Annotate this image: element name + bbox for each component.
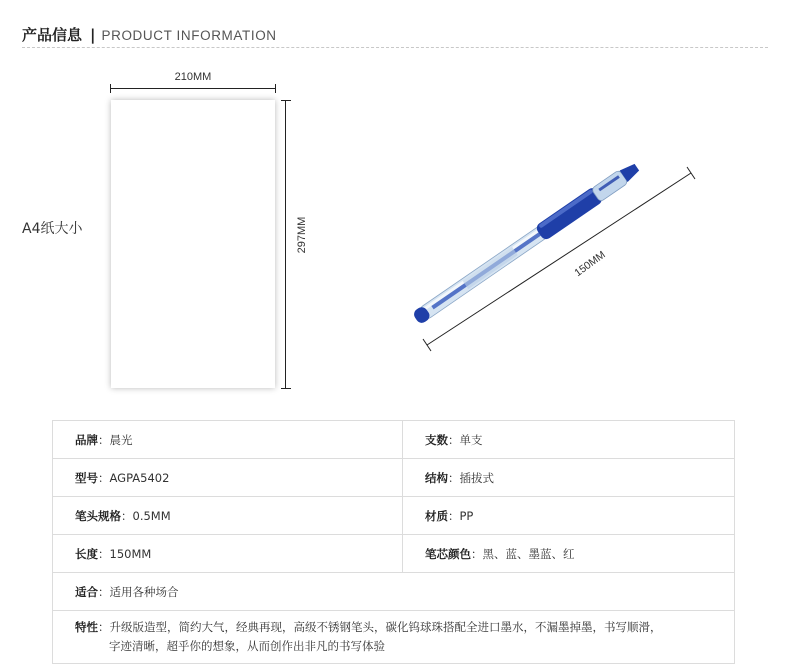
spec-value: ：150MM: [98, 546, 152, 561]
spec-cell: [403, 535, 735, 573]
spec-cell: [53, 421, 403, 459]
table-row: [53, 611, 735, 664]
spec-value: ：黑、蓝、墨蓝、红: [471, 546, 575, 561]
paper-height-label: 297MM: [296, 216, 308, 254]
paper-width-dimension: [110, 84, 276, 92]
paper-width-label: 210MM: [174, 71, 212, 83]
spec-value: ：0.5MM: [121, 508, 171, 523]
spec-key: 特性: [75, 620, 98, 634]
header-title-en: PRODUCT INFORMATION: [101, 28, 277, 43]
table-row: [53, 459, 735, 497]
spec-value: ：AGPA5402: [98, 470, 170, 485]
table-row: [53, 497, 735, 535]
spec-value: ：单支: [448, 432, 483, 447]
pen-length-label: 150MM: [572, 248, 608, 280]
spec-key: 材质: [425, 508, 448, 523]
spec-key: 型号: [75, 470, 98, 485]
spec-cell: [53, 573, 735, 611]
spec-table: [52, 420, 735, 664]
header-divider: [22, 47, 768, 48]
header-title-cn: 产品信息: [22, 26, 83, 44]
header-separator: |: [90, 26, 96, 44]
spec-value: ：插拔式: [448, 470, 494, 485]
spec-value: ：适用各种场合: [98, 584, 179, 599]
spec-cell: [53, 611, 735, 664]
spec-key: 品牌: [75, 432, 98, 447]
spec-value-continued: 字迹清晰，超乎你的想象，从而创作出非凡的书写体验: [109, 639, 385, 653]
gel-pen-image: [400, 125, 710, 355]
spec-key: 支数: [425, 432, 448, 447]
spec-key: 笔芯颜色: [425, 546, 471, 561]
spec-value: ：PP: [448, 508, 474, 523]
spec-cell: [53, 535, 403, 573]
section-header: [22, 24, 277, 45]
table-row: [53, 421, 735, 459]
paper-height-dimension: [281, 100, 291, 389]
spec-value: ：升级版造型，简约大气，经典再现，高级不锈钢笔头，碳化钨球珠搭配全进口墨水，不漏墨掉墨，书写顺滑，: [98, 620, 662, 634]
table-row: [53, 535, 735, 573]
spec-cell: [53, 497, 403, 535]
spec-key: 笔头规格: [75, 508, 121, 523]
spec-key: 长度: [75, 546, 98, 561]
spec-key: 结构: [425, 470, 448, 485]
spec-cell: [403, 421, 735, 459]
spec-key: 适合: [75, 584, 98, 599]
a4-size-label: A4纸大小: [22, 221, 83, 237]
spec-value: ：晨光: [98, 432, 133, 447]
spec-cell: [403, 459, 735, 497]
table-row: [53, 573, 735, 611]
a4-paper-image: [111, 100, 275, 388]
spec-cell: [53, 459, 403, 497]
spec-cell: [403, 497, 735, 535]
